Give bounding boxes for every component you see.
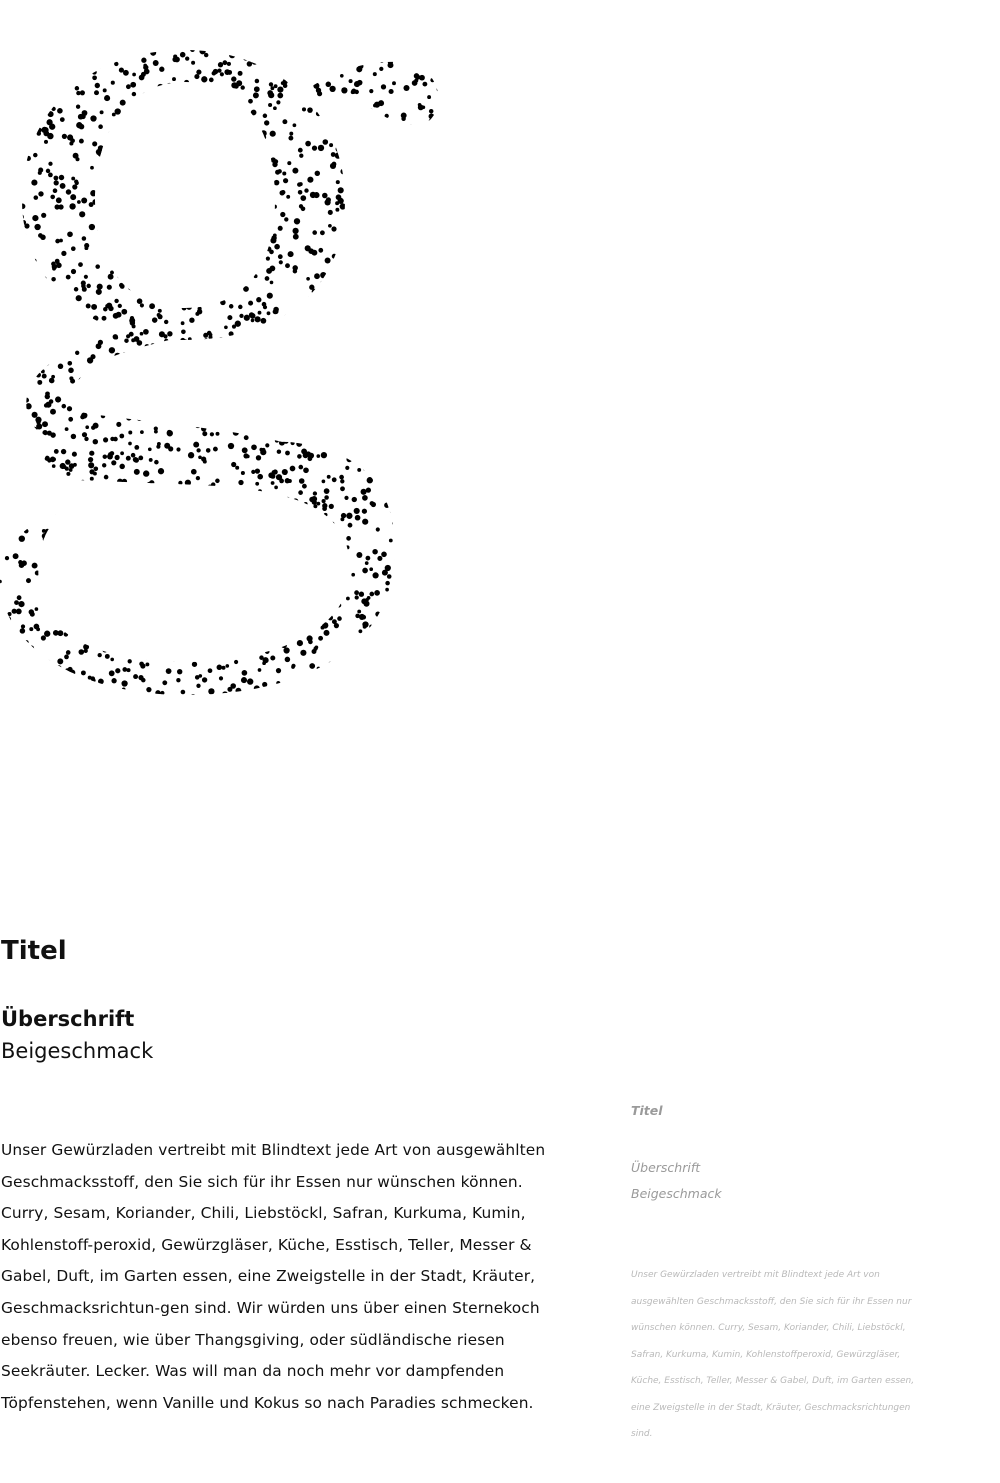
page-title: Titel (1, 936, 67, 966)
secondary-heading (631, 1155, 931, 1207)
secondary-title: Titel (631, 1103, 663, 1118)
secondary-subheading: Beigeschmack (631, 1186, 722, 1201)
secondary-heading-text: Überschrift (631, 1160, 701, 1175)
heading (1, 1003, 571, 1067)
secondary-body-text: Unser Gewürzladen vertreibt mit Blindtext jede Art von ausgewählten Geschmacksstoff, den Sie sich für ihr Essen nur wünschen können. Curry, Sesam, Koriander, Chili, Liebstöckl, Safran, Kurkuma, Kumin, Kohlenstoffperoxid, Gewürzgläser, Küche, Esstisch, Teller, Messer & Gabel, Duft, im Garten essen, eine Zweigstelle in der Stadt, Kräuter, Geschmacksrichtungen sind. (631, 1270, 915, 1439)
subheading: Beigeschmack (1, 1039, 154, 1063)
heading-text: Überschrift (1, 1007, 135, 1031)
body-text: Unser Gewürzladen vertreibt mit Blindtext jede Art von ausgewählten Geschmacksstoff, den Sie sich für ihr Essen nur wünschen können. Curry, Sesam, Koriander, Chili, Liebstöckl, Safran, Kurkuma, Kumin, Kohlenstoff-peroxid, Gewürzgläser, Küche, Esstisch, Teller, Messer & Gabel, Duft, im Garten essen, eine Zweigstelle in der Stadt, Kräuter, Geschmacksrichtun-gen sind. Wir würden uns über einen Sternekoch ebenso freuen, wie über Thangsgiving, oder südländische riesen Seekräuter. Lecker. Was will man da noch mehr vor dampfenden Töpfenstehen, wenn Vanille und Kokus so nach Paradies schmecken. (1, 1141, 546, 1412)
dotted-letter-g-icon (0, 40, 460, 720)
